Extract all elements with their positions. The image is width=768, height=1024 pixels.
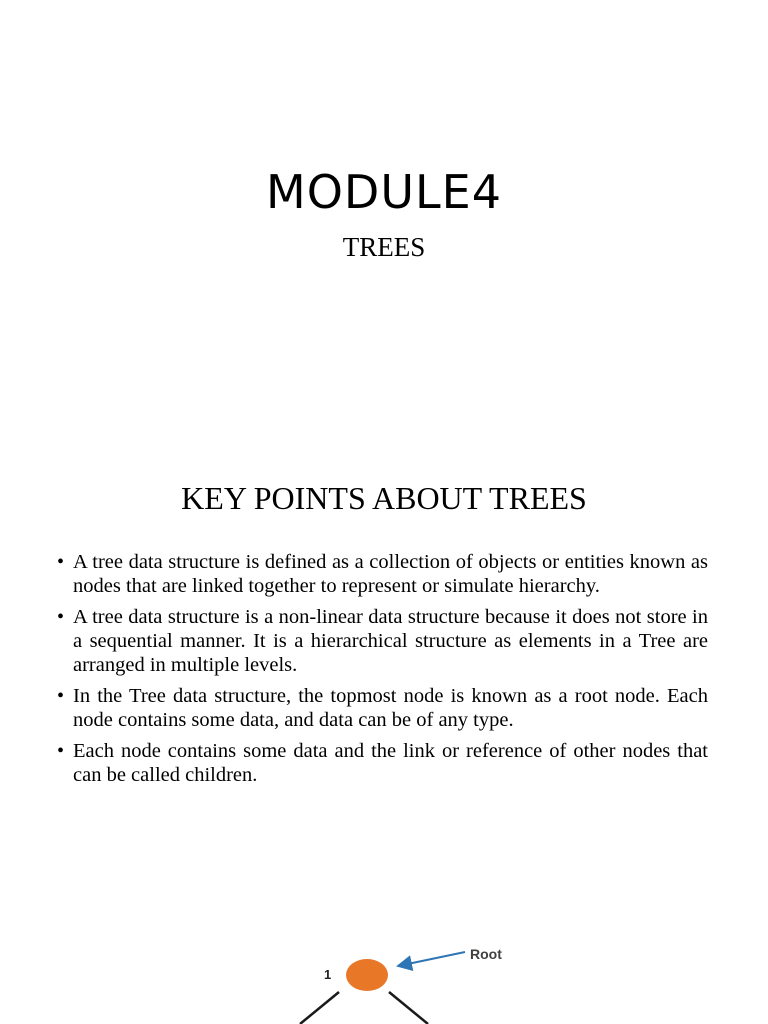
bullet-icon: •: [57, 685, 65, 707]
bullet-text: In the Tree data structure, the topmost node is known as a root node. Each node contains some data, and data can be of any type.: [73, 685, 708, 731]
list-item: [57, 739, 708, 787]
tree-edge-right: [389, 992, 428, 1024]
bullet-icon: •: [57, 551, 65, 573]
slide-subtitle: TREES: [342, 232, 426, 262]
list-item: [57, 550, 708, 598]
key-points-list: [57, 550, 708, 794]
bullet-text: Each node contains some data and the link or reference of other nodes that can be called children.: [73, 740, 708, 786]
section-heading: KEY POINTS ABOUT TREES: [181, 480, 587, 516]
root-node: [346, 959, 388, 991]
bullet-icon: •: [57, 606, 65, 628]
slide-title: MODULE4: [266, 165, 502, 219]
tree-edge-left: [300, 992, 339, 1024]
root-arrow: [398, 952, 465, 966]
bullet-text: A tree data structure is a non-linear data structure because it does not store in a sequential manner. It is a hierarchical structure as elements in a Tree are arranged in multiple levels.: [73, 606, 708, 676]
list-item: [57, 684, 708, 732]
root-label: Root: [470, 946, 502, 962]
bullet-text: A tree data structure is defined as a collection of objects or entities known as nodes that are linked together to represent or simulate hierarchy.: [73, 551, 708, 597]
list-item: [57, 605, 708, 677]
level-number: 1: [324, 967, 332, 982]
bullet-icon: •: [57, 740, 65, 762]
tree-diagram: [0, 930, 768, 1024]
